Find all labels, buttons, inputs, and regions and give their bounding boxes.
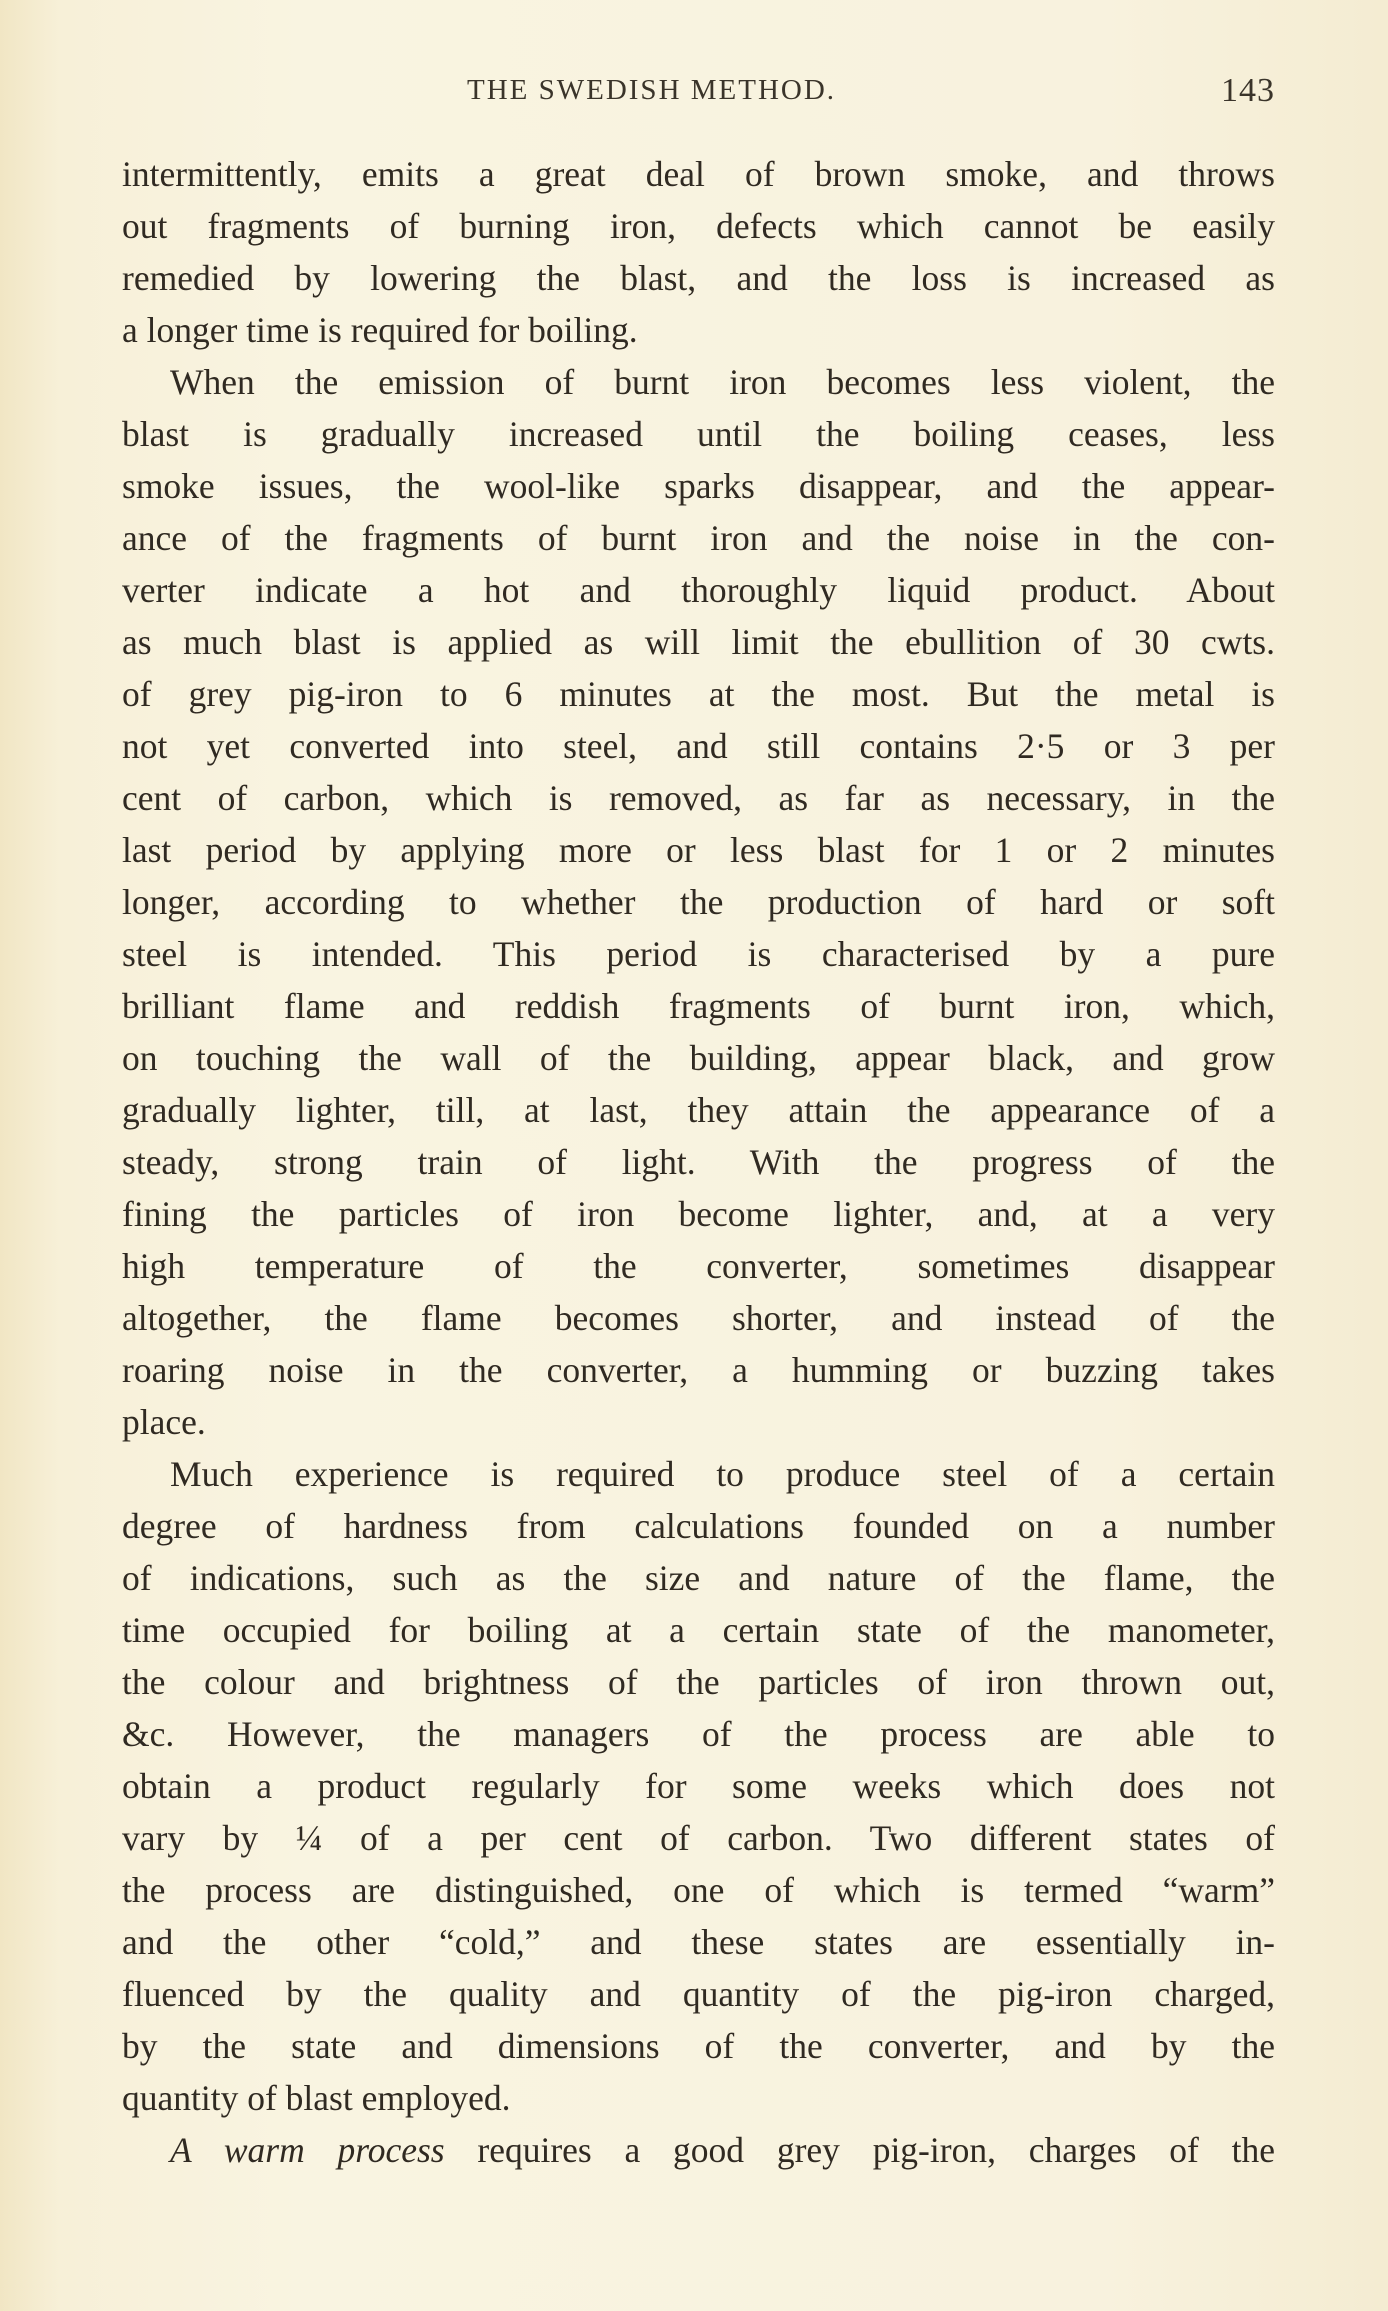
page-number: 143 <box>1221 72 1275 109</box>
text-line: obtain a product regularly for some weeks which does not <box>122 1766 1275 1806</box>
paragraph-2 <box>122 356 1275 1448</box>
text-line: roaring noise in the converter, a humming or buzzing takes <box>122 1350 1275 1390</box>
text-line: time occupied for boiling at a certain state of the manometer, <box>122 1610 1275 1650</box>
text-line: brilliant flame and reddish fragments of burnt iron, which, <box>122 986 1275 1026</box>
text-line: vary by ¼ of a per cent of carbon. Two different states of <box>122 1818 1275 1858</box>
text-line: blast is gradually increased until the boiling ceases, less <box>122 414 1275 454</box>
text-line: quantity of blast employed. <box>122 2078 511 2118</box>
running-title: THE SWEDISH METHOD. <box>467 74 837 106</box>
text-line: steel is intended. This period is characterised by a pure <box>122 934 1275 974</box>
text-line: longer, according to whether the production of hard or soft <box>122 882 1275 922</box>
text-line: a longer time is required for boiling. <box>122 310 638 350</box>
paragraph-1 <box>122 148 1275 356</box>
text-line: place. <box>122 1402 206 1442</box>
text-line: fining the particles of iron become lighter, and, at a very <box>122 1194 1275 1234</box>
text-line: Much experience is required to produce steel of a certain <box>170 1454 1275 1494</box>
text-line: gradually lighter, till, at last, they attain the appearance of a <box>122 1090 1275 1130</box>
text-line: cent of carbon, which is removed, as far as necessary, in the <box>122 778 1275 818</box>
text-line: altogether, the flame becomes shorter, and instead of the <box>122 1298 1275 1338</box>
text-line: steady, strong train of light. With the progress of the <box>122 1142 1275 1182</box>
text-line: of indications, such as the size and nature of the flame, the <box>122 1558 1275 1598</box>
paragraph-3 <box>122 1448 1275 2124</box>
text-line: degree of hardness from calculations founded on a number <box>122 1506 1275 1546</box>
text-line: high temperature of the converter, sometimes disappear <box>122 1246 1275 1286</box>
text-line: ance of the fragments of burnt iron and the noise in the con- <box>122 518 1275 558</box>
text-line: on touching the wall of the building, appear black, and grow <box>122 1038 1275 1078</box>
body-text <box>122 148 1275 2176</box>
text-line: When the emission of burnt iron becomes less violent, the <box>170 362 1275 402</box>
text-line: and the other “cold,” and these states are essentially in- <box>122 1922 1275 1962</box>
text-line: intermittently, emits a great deal of brown smoke, and throws <box>122 154 1275 194</box>
text-line: the process are distinguished, one of which is termed “warm” <box>122 1870 1275 1910</box>
text-line: smoke issues, the wool-like sparks disappear, and the appear- <box>122 466 1275 506</box>
text-line: by the state and dimensions of the converter, and by the <box>122 2026 1275 2066</box>
text-line: fluenced by the quality and quantity of the pig-iron charged, <box>122 1974 1275 2014</box>
text-line: remedied by lowering the blast, and the loss is increased as <box>122 258 1275 298</box>
paragraph-4 <box>122 2124 1275 2176</box>
running-head <box>122 68 1275 118</box>
text-run: requires a good grey pig-iron, charges of the <box>444 2130 1275 2170</box>
text-line: as much blast is applied as will limit the ebullition of 30 cwts. <box>122 622 1275 662</box>
text-line: the colour and brightness of the particles of iron thrown out, <box>122 1662 1275 1702</box>
text-line: of grey pig-iron to 6 minutes at the most. But the metal is <box>122 674 1275 714</box>
text-line <box>122 2124 1275 2176</box>
text-line: out fragments of burning iron, defeсts which cannot be easily <box>122 206 1275 246</box>
text-line: last period by applying more or less blast for 1 or 2 minutes <box>122 830 1275 870</box>
text-line: &c. However, the managers of the process are able to <box>122 1714 1275 1754</box>
text-line: verter indicate a hot and thoroughly liquid product. About <box>122 570 1275 610</box>
italic-lead: A warm process <box>170 2130 445 2170</box>
text-line: not yet converted into steel, and still contains 2·5 or 3 per <box>122 726 1275 766</box>
